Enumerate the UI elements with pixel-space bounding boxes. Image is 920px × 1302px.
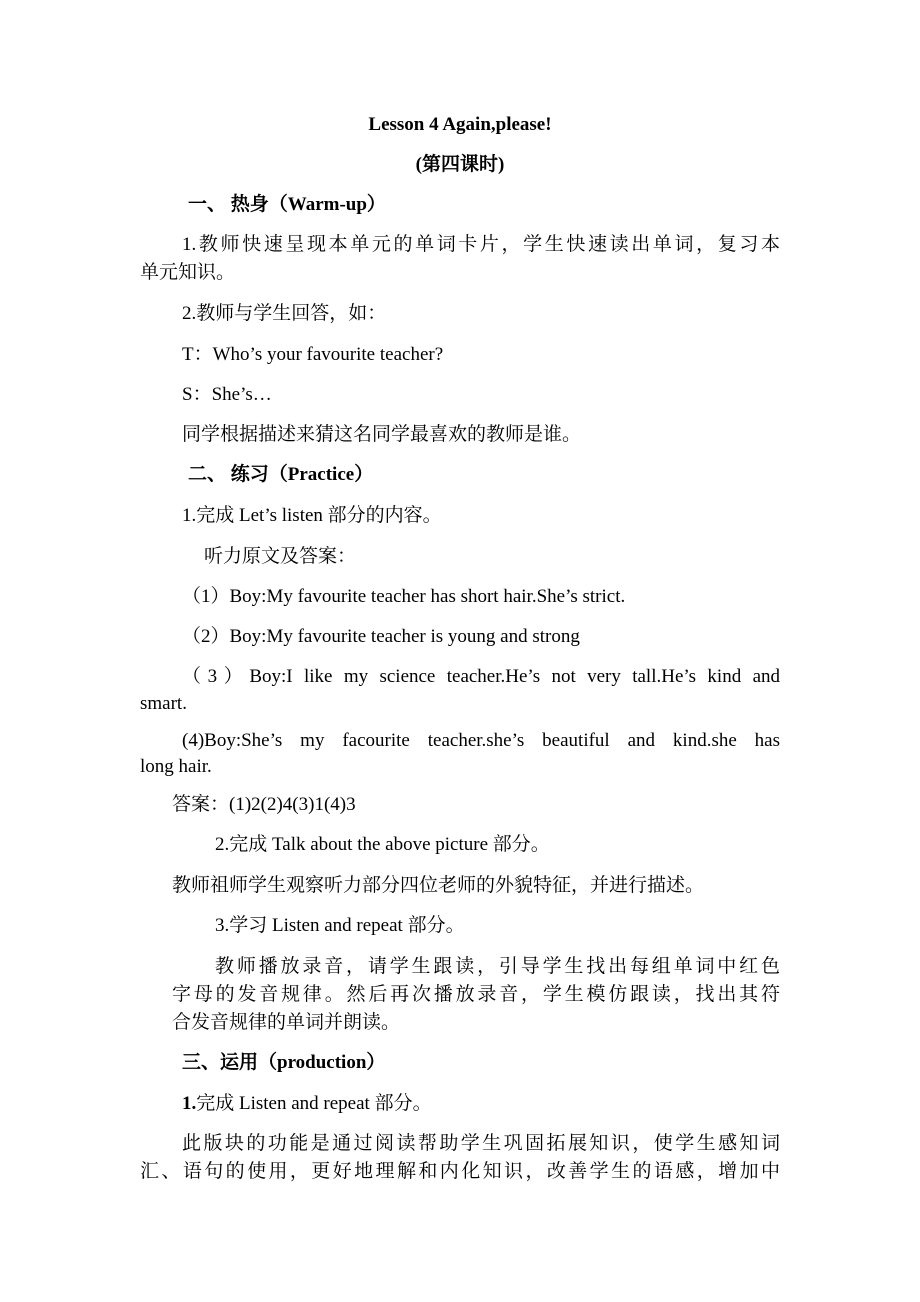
practice-paragraph-3: 3.学习 Listen and repeat 部分。: [215, 915, 465, 936]
listening-script-label: 听力原文及答案：: [204, 546, 357, 567]
listening-item-1: （1）Boy:My favourite teacher has short hair.She’s strict.: [182, 586, 626, 607]
listening-item-4-line-2: long hair.: [140, 756, 212, 777]
listening-item-2: （2）Boy:My favourite teacher is young and strong: [182, 626, 580, 647]
warmup-paragraph-1-line-2: 单元知识。: [140, 262, 236, 283]
warmup-paragraph-1-line-1: 1.教师快速呈现本单元的单词卡片，学生快速读出单词，复习本: [182, 234, 780, 255]
production-paragraph-2-line-2: 汇、语句的使用，更好地理解和内化知识，改善学生的语感，增加中: [140, 1161, 780, 1182]
section-heading-warmup: 一、 热身（Warm-up）: [188, 194, 386, 215]
production-paragraph-1-text: 完成 Listen and repeat 部分。: [196, 1093, 432, 1114]
practice-paragraph-1: 1.完成 Let’s listen 部分的内容。: [182, 505, 442, 526]
production-paragraph-1: [182, 1091, 432, 1117]
practice-paragraph-2: 2.完成 Talk about the above picture 部分。: [215, 834, 550, 855]
practice-paragraph-3-description-line-2: 字母的发音规律。然后再次播放录音，学生模仿跟读，找出其符: [172, 984, 780, 1005]
production-paragraph-1-number: 1.: [182, 1093, 197, 1114]
dialog-teacher-line: T：Who’s your favourite teacher?: [182, 344, 444, 365]
section-heading-production: 三、运用（production）: [182, 1052, 386, 1073]
practice-paragraph-3-description-line-3: 合发音规律的单词并朗读。: [172, 1012, 401, 1033]
document-subtitle: (第四课时): [415, 154, 505, 175]
dialog-student-line: S：She’s…: [182, 384, 272, 405]
practice-paragraph-2-description: 教师祖师学生观察听力部分四位老师的外貌特征，并进行描述。: [172, 875, 705, 896]
answer-key: 答案：(1)2(2)4(3)1(4)3: [172, 794, 356, 815]
warmup-paragraph-3: 同学根据描述来猜这名同学最喜欢的教师是谁。: [182, 424, 582, 445]
warmup-paragraph-2: 2.教师与学生回答，如：: [182, 303, 387, 324]
section-heading-practice: 二、 练习（Practice）: [188, 464, 374, 485]
listening-item-3-line-2: smart.: [140, 693, 187, 714]
practice-paragraph-3-description-line-1: 教师播放录音，请学生跟读，引导学生找出每组单词中红色: [215, 956, 780, 977]
production-paragraph-2-line-1: 此版块的功能是通过阅读帮助学生巩固拓展知识，使学生感知词: [182, 1133, 780, 1154]
document-title: Lesson 4 Again,please!: [368, 114, 552, 135]
listening-item-4-line-1: (4)Boy:She’s my facourite teacher.she’s beautiful and kind.she has: [182, 730, 780, 751]
listening-item-3-line-1: （3）Boy:I like my science teacher.He’s not very tall.He’s kind and: [182, 666, 780, 687]
